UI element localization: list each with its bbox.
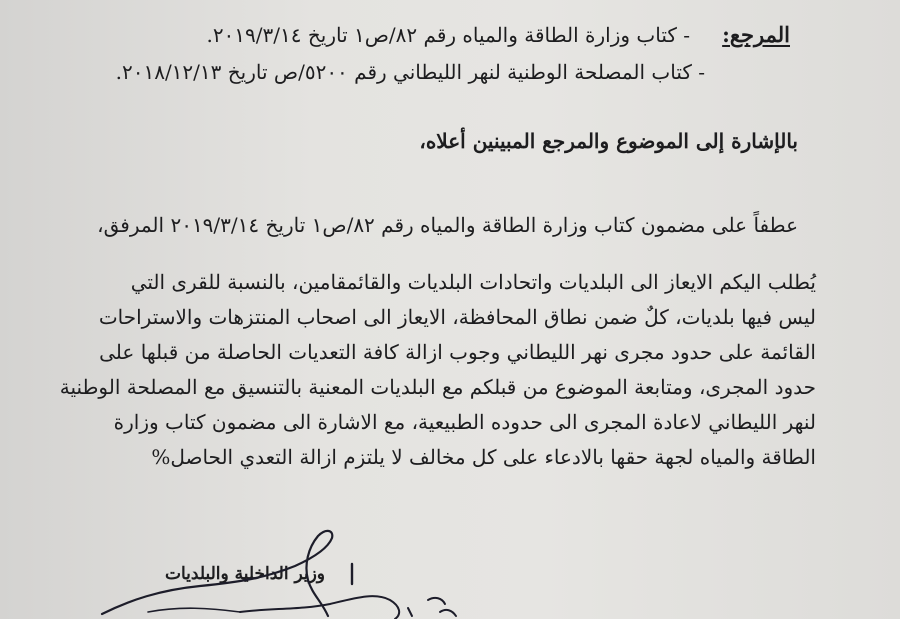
- reference-label: المرجع:: [722, 22, 790, 47]
- context-line: عطفاً على مضمون كتاب وزارة الطاقة والمياه رقم ٨٢/ص١ تاريخ ٢٠١٩/٣/١٤ المرفق،: [97, 213, 798, 237]
- handwritten-signature: [90, 520, 490, 619]
- signature-title: وزير الداخلية والبلديات: [164, 564, 325, 584]
- body-line-2: ليس فيها بلديات، كلٌ ضمن نطاق المحافظة، الايعاز الى اصحاب المنتزهات والاستراحات: [98, 305, 816, 329]
- body-line-3: القائمة على حدود مجرى نهر الليطاني وجوب ازالة كافة التعديات الحاصلة من قبلها على: [99, 340, 816, 364]
- body-line-1: يُطلب اليكم الايعاز الى البلديات واتحادات البلديات والقائمقامين، بالنسبة للقرى التي: [130, 270, 816, 294]
- body-line-5: لنهر الليطاني لاعادة المجرى الى حدوده الطبيعية، مع الاشارة الى مضمون كتاب وزارة: [113, 410, 816, 434]
- reference-item-1: - كتاب وزارة الطاقة والمياه رقم ٨٢/ص١ تاريخ ٢٠١٩/٣/١٤.: [206, 23, 690, 47]
- body-line-6: الطاقة والمياه لجهة حقها بالادعاء على كل مخالف لا يلتزم ازالة التعدي الحاصل%: [151, 445, 816, 469]
- body-line-4: حدود المجرى، ومتابعة الموضوع من قبلكم مع البلديات المعنية بالتنسيق مع المصلحة الوطنية: [59, 375, 816, 399]
- intro-line: بالإشارة إلى الموضوع والمرجع المبينين أعلاه،: [419, 129, 798, 153]
- reference-item-2: - كتاب المصلحة الوطنية لنهر الليطاني رقم ٥٢٠٠/ص تاريخ ٢٠١٨/١٢/١٣.: [115, 60, 705, 84]
